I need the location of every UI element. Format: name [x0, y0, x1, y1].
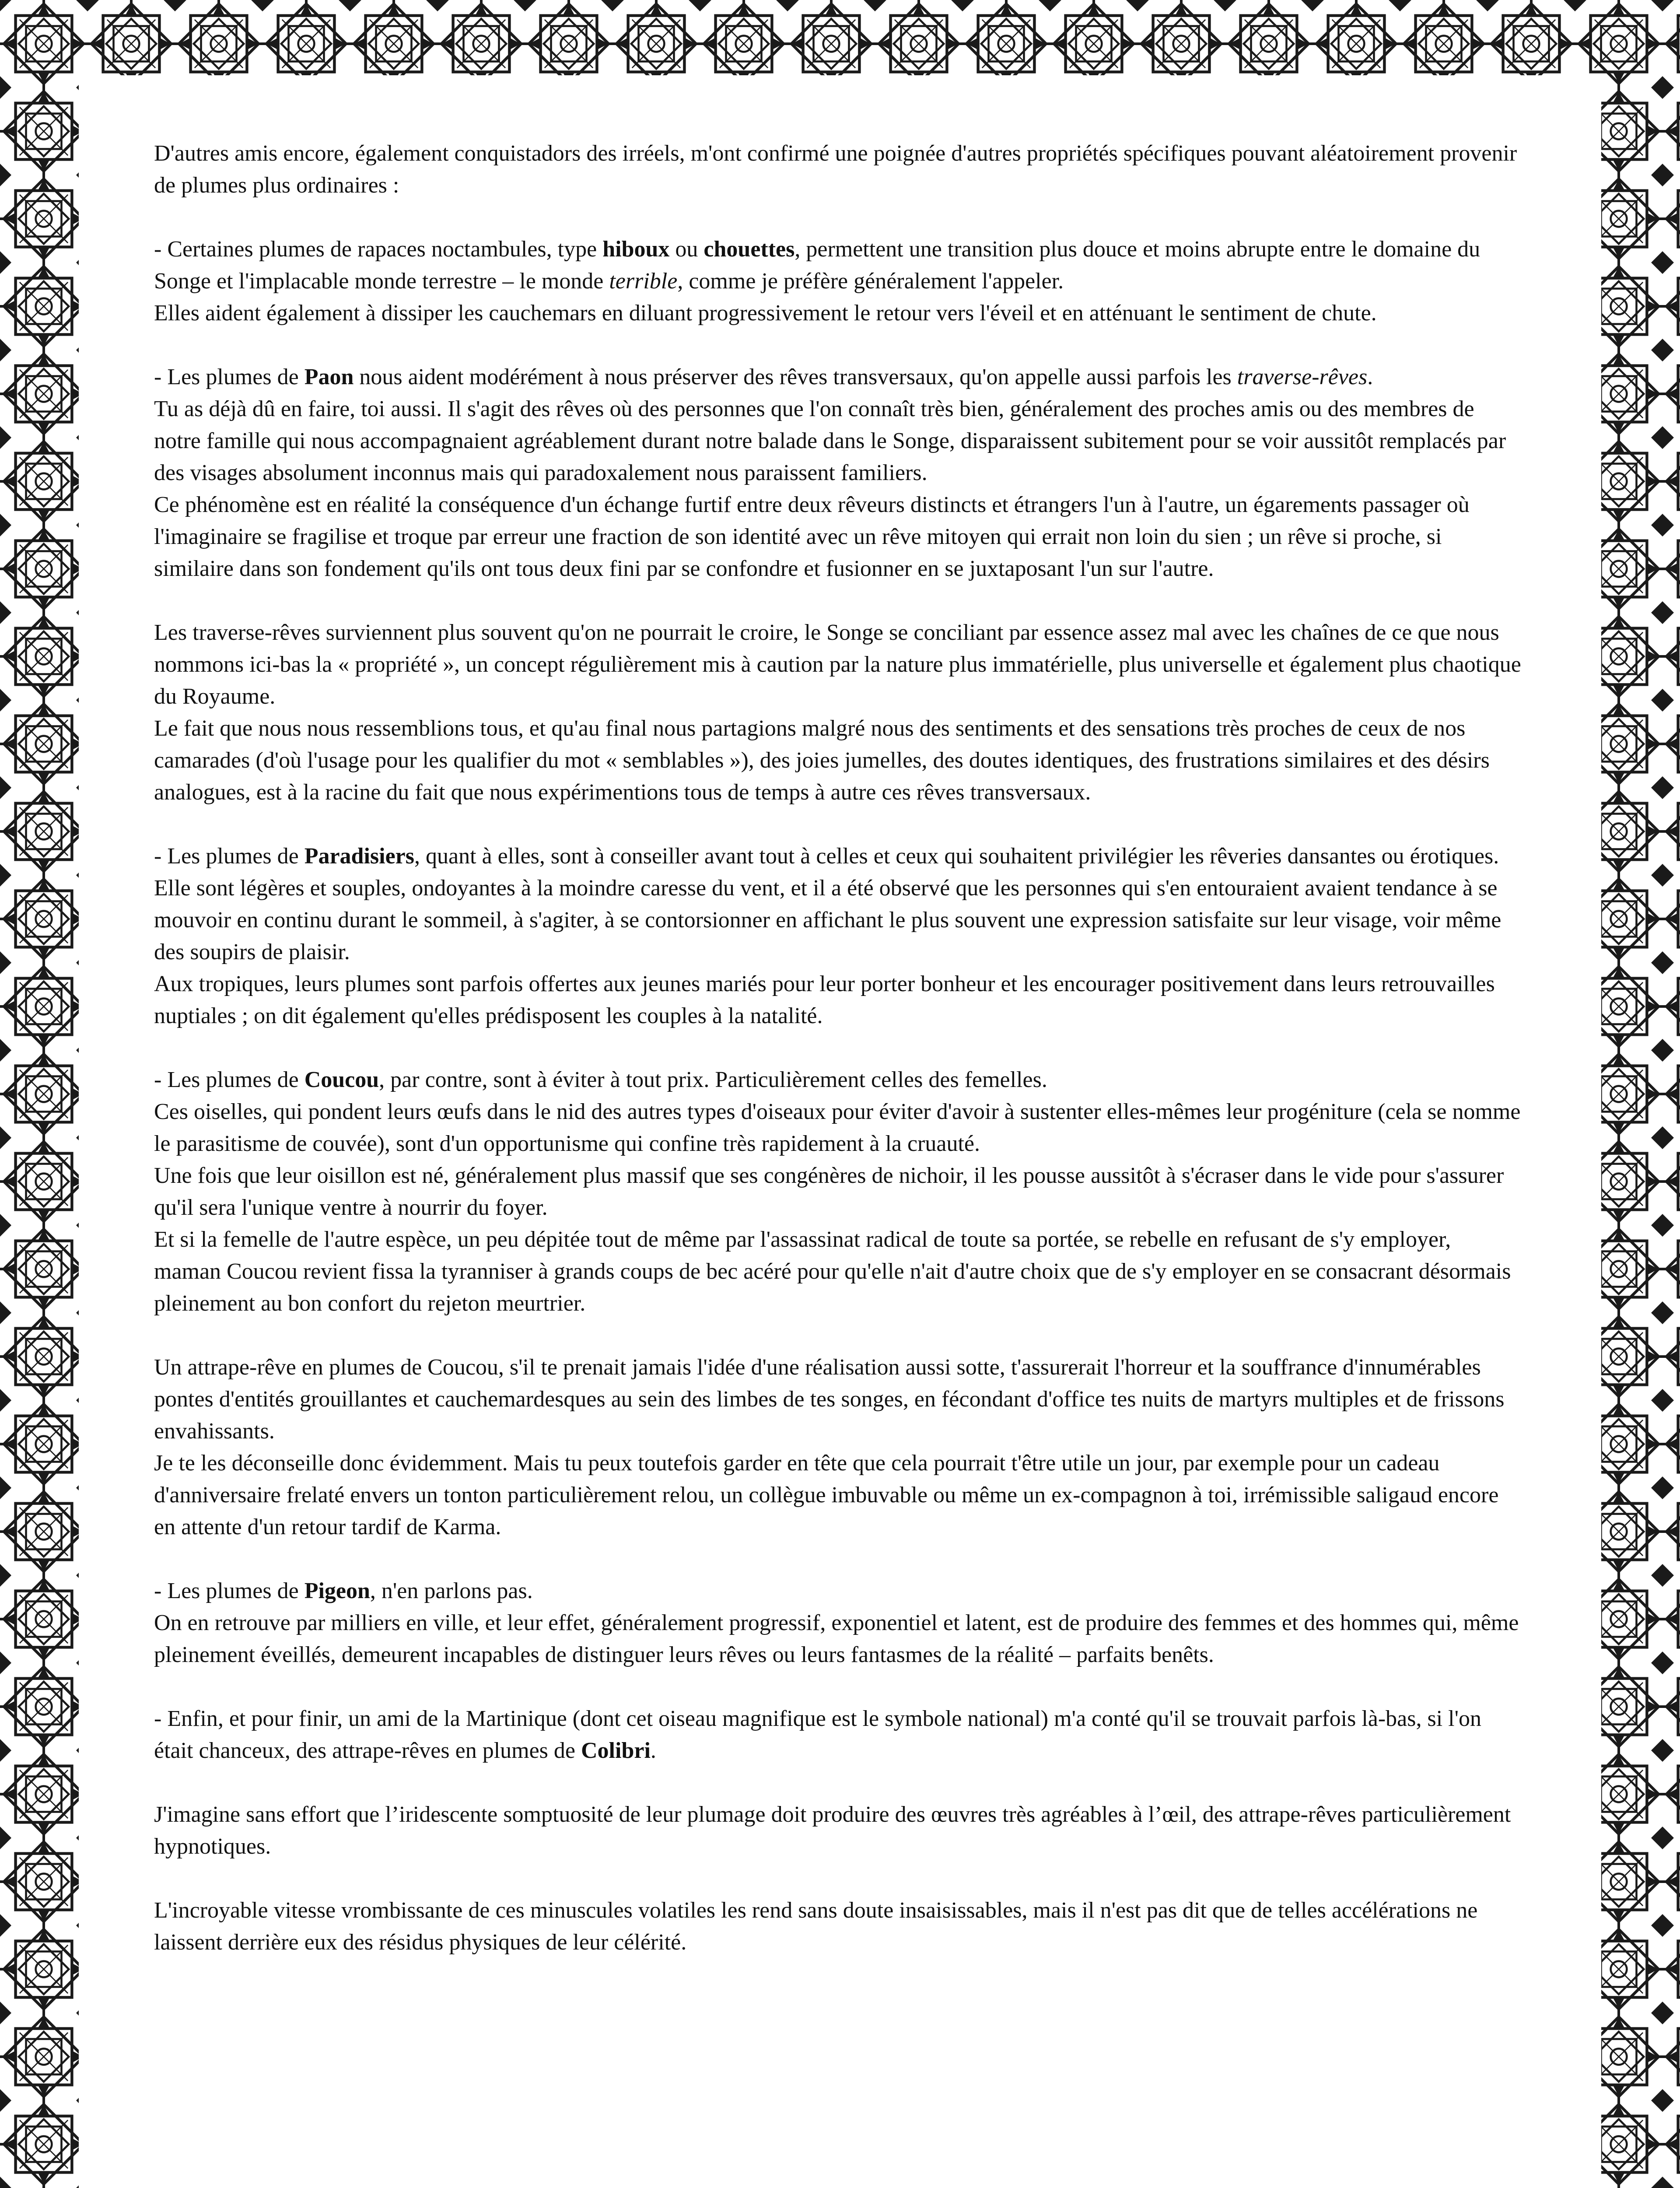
text-line: [154, 1064, 1523, 1096]
paragraph: [154, 361, 1523, 585]
text-run: Un attrape-rêve en plumes de Coucou, s'il te prenait jamais l'idée d'une réalisation aussi sotte, t'assurerait l'horreur et la souffrance d'innumérables pontes d'entités grouillantes et cauchemardesques au sein des limbes de tes songes, en fécondant d'office tes nuits de martyrs multiples et de frissons envahissants.: [154, 1355, 1505, 1444]
paragraph: [154, 1799, 1523, 1862]
text-run: ou: [669, 237, 704, 262]
text-run: - Les plumes de: [154, 1578, 304, 1603]
text-run: Tu as déjà dû en faire, toi aussi. Il s'agit des rêves où des personnes que l'on connaît très bien, généralement des proches amis ou des membres de notre famille qui nous accompagnaient agréablement durant notre balade dans le Songe, disparaissent subitement pour se voir aussitôt remplacés par des visages absolument inconnus mais qui paradoxalement nous paraissent familiers.: [154, 396, 1506, 485]
bold-term: chouettes: [704, 237, 795, 262]
paragraph: [154, 1894, 1523, 1958]
paragraph: [154, 1064, 1523, 1319]
bold-term: Coucou: [304, 1067, 379, 1092]
italic-term: terrible: [609, 269, 678, 294]
text-run: - Les plumes de: [154, 365, 304, 389]
text-run: nous aident modérément à nous préserver des rêves transversaux, qu'on appelle aussi parfois les: [354, 365, 1237, 389]
text-run: , permettent une transition plus douce et moins abrupte entre le domaine du Songe et l'implacable monde terrestre – le monde: [154, 237, 1480, 294]
text-line: [154, 489, 1523, 585]
text-line: [154, 1447, 1523, 1543]
text-line: [154, 233, 1523, 297]
text-run: D'autres amis encore, également conquistadors des irréels, m'ont confirmé une poignée d'autres propriétés spécifiques pouvant aléatoirement provenir de plumes plus ordinaires :: [154, 141, 1517, 198]
text-run: , par contre, sont à éviter à tout prix. Particulièrement celles des femelles.: [379, 1067, 1047, 1092]
text-line: [154, 1894, 1523, 1958]
text-run: Elle sont légères et souples, ondoyantes à la moindre caresse du vent, et il a été observé que les personnes qui s'en entouraient avaient tendance à se mouvoir en continu durant le sommeil, à s'agiter, à se contorsionner en affichant le plus souvent une expression satisfaite sur leur visage, voir même des soupirs de plaisir.: [154, 876, 1502, 964]
bold-term: Paradisiers: [304, 844, 414, 869]
text-run: - Certaines plumes de rapaces noctambules, type: [154, 237, 603, 262]
text-line: [154, 617, 1523, 712]
text-run: Aux tropiques, leurs plumes sont parfois offertes aux jeunes mariés pour leur porter bonheur et les encourager positivement dans leurs retrouvailles nuptiales ; on dit également qu'elles prédisposent les couples à la natalité.: [154, 971, 1495, 1028]
text-run: - Enfin, et pour finir, un ami de la Martinique (dont cet oiseau magnifique est le symbole national) m'a conté qu'il se trouvait parfois là-bas, si l'on était chanceux, des attrape-rêves en plumes de: [154, 1706, 1482, 1763]
text-run: .: [1367, 365, 1373, 389]
text-run: Le fait que nous nous ressemblions tous, et qu'au final nous partagions malgré nous des sentiments et des sensations très proches de ceux de nos camarades (d'où l'usage pour les qualifier du mot « semblables »), des joies jumelles, des doutes identiques, des frustrations similaires et des désirs analogues, est à la racine du fait que nous expérimentions tous de temps à autre ces rêves transversaux.: [154, 716, 1490, 805]
text-line: [154, 1799, 1523, 1862]
text-line: [154, 1224, 1523, 1319]
text-run: Ces oiselles, qui pondent leurs œufs dans le nid des autres types d'oiseaux pour éviter d'avoir à sustenter elles-mêmes leur progéniture (cela se nomme le parasitisme de couvée), sont d'un opportunisme qui confine très rapidement à la cruauté.: [154, 1099, 1521, 1156]
text-run: On en retrouve par milliers en ville, et leur effet, généralement progressif, exponentiel et latent, est de produire des femmes et des hommes qui, même pleinement éveillés, demeurent incapables de distinguer leurs rêves ou leurs fantasmes de la réalité – parfaits benêts.: [154, 1610, 1519, 1667]
italic-term: traverse-rêves: [1237, 365, 1368, 389]
text-line: [154, 968, 1523, 1032]
text-line: [154, 137, 1523, 201]
text-run: .: [650, 1738, 656, 1763]
text-run: Et si la femelle de l'autre espèce, un peu dépitée tout de même par l'assassinat radical de toute sa portée, se rebelle en refusant de s'y employer, maman Coucou revient fissa la tyranniser à grands coups de bec acéré pour qu'elle n'ait d'autre choix que de s'y employer en se consacrant désormais pleinement au bon confort du rejeton meurtrier.: [154, 1227, 1511, 1316]
text-line: [154, 840, 1523, 872]
border-right: [1601, 75, 1680, 2188]
text-line: [154, 1160, 1523, 1224]
bold-term: Pigeon: [304, 1578, 370, 1603]
text-run: Ce phénomène est en réalité la conséquence d'un échange furtif entre deux rêveurs distincts et étrangers l'un à l'autre, un égarements passager où l'imaginaire se fragilise et troque par erreur une fraction de son identité avec un rêve mitoyen qui errait non loin du sien ; un rêve si proche, si similaire dans son fondement qu'ils ont tous deux fini par se confondre et fusionner en se juxtaposant l'un sur l'autre.: [154, 492, 1470, 581]
text-run: , comme je préfère généralement l'appeler.: [677, 269, 1064, 294]
text-line: [154, 712, 1523, 808]
paragraph: [154, 617, 1523, 808]
page-sheet: [79, 75, 1601, 2188]
text-run: Les traverse-rêves surviennent plus souvent qu'on ne pourrait le croire, le Songe se conciliant par essence assez mal avec les chaînes de ce que nous nommons ici-bas la « propriété », un concept régulièrement mis à caution par la nature plus immatérielle, plus universelle et également plus chaotique du Royaume.: [154, 620, 1521, 709]
text-run: Une fois que leur oisillon est né, généralement plus massif que ses congénères de nichoir, il les pousse aussitôt à s'écraser dans le vide pour s'assurer qu'il sera l'unique ventre à nourrir du foyer.: [154, 1163, 1504, 1220]
paragraph: [154, 1351, 1523, 1543]
text-run: Je te les déconseille donc évidemment. Mais tu peux toutefois garder en tête que cela pourrait t'être utile un jour, par exemple pour un cadeau d'anniversaire frelaté envers un tonton particulièrement relou, un collègue imbuvable ou même un ex-compagnon à toi, irrémissible saligaud encore en attente d'un retour tardif de Karma.: [154, 1451, 1499, 1539]
text-run: L'incroyable vitesse vrombissante de ces minuscules volatiles les rend sans doute insaisissables, mais il n'est pas dit que de telles accélérations ne laissent derrière eux des résidus physiques de leur célérité.: [154, 1898, 1478, 1955]
text-line: [154, 1607, 1523, 1671]
text-run: Elles aident également à dissiper les cauchemars en diluant progressivement le retour vers l'éveil et en atténuant le sentiment de chute.: [154, 301, 1377, 326]
text-line: [154, 393, 1523, 489]
text-line: [154, 297, 1523, 329]
text-run: , n'en parlons pas.: [370, 1578, 533, 1603]
text-run: - Les plumes de: [154, 844, 304, 869]
text-line: [154, 872, 1523, 968]
bold-term: hiboux: [602, 237, 670, 262]
text-line: [154, 1703, 1523, 1767]
text-line: [154, 1096, 1523, 1160]
text-run: - Les plumes de: [154, 1067, 304, 1092]
text-line: [154, 361, 1523, 393]
document-body: [154, 137, 1523, 1958]
text-run: , quant à elles, sont à conseiller avant tout à celles et ceux qui souhaitent privilégier les rêveries dansantes ou érotiques.: [414, 844, 1499, 869]
text-line: [154, 1351, 1523, 1447]
bold-term: Colibri: [581, 1738, 651, 1763]
bold-term: Paon: [304, 365, 354, 389]
paragraph: [154, 1575, 1523, 1671]
paragraph: [154, 1703, 1523, 1767]
paragraph: [154, 137, 1523, 201]
text-line: [154, 1575, 1523, 1607]
paragraph: [154, 233, 1523, 329]
border-top: [0, 0, 1680, 75]
paragraph: [154, 840, 1523, 1032]
text-run: J'imagine sans effort que l’iridescente somptuosité de leur plumage doit produire des œuvres très agréables à l’œil, des attrape-rêves particulièrement hypnotiques.: [154, 1802, 1511, 1859]
border-left: [0, 75, 79, 2188]
